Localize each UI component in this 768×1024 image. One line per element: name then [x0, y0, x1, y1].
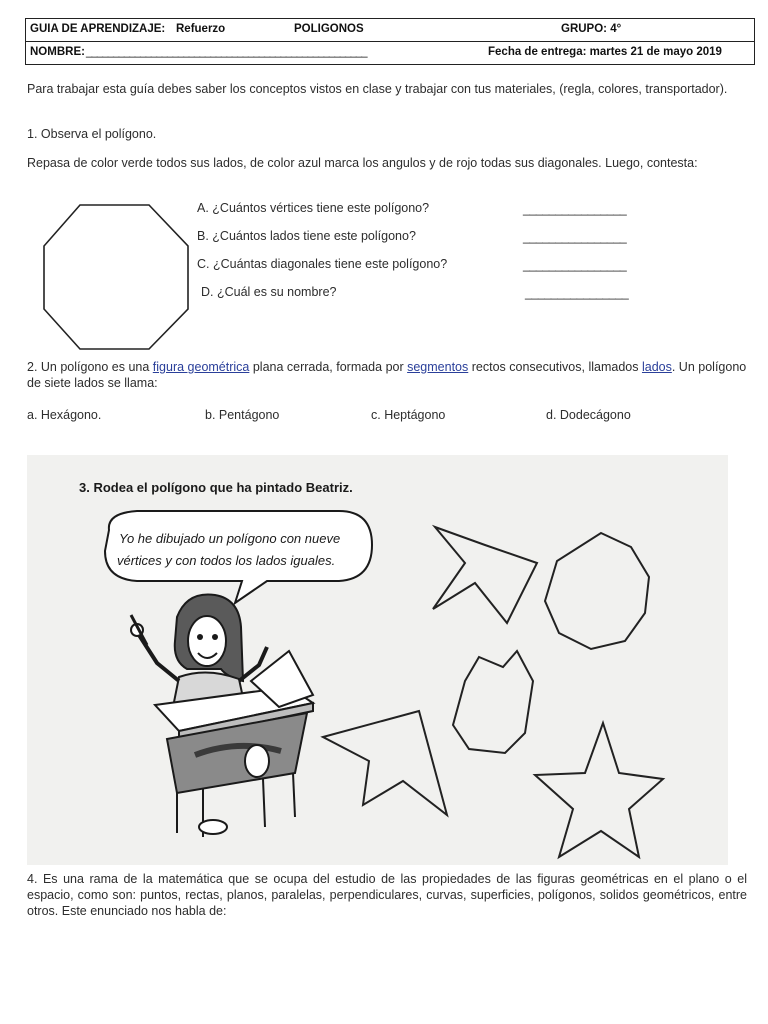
q1-blank-a[interactable]: ________________	[523, 202, 627, 216]
speech-line-2: vértices y con todos los lados iguales.	[117, 553, 336, 568]
q2-part-4: . Un polígono de siete lados se llama:	[27, 360, 747, 390]
q2-part-2: plana cerrada, formada por	[249, 360, 408, 374]
q1-blank-b[interactable]: ________________	[523, 230, 627, 244]
arrow-polygon-shape[interactable]	[323, 711, 447, 815]
nonagon-shape[interactable]	[545, 533, 649, 649]
star-shape[interactable]	[535, 723, 663, 857]
q3-title: 3. Rodea el polígono que ha pintado Beatriz.	[79, 480, 353, 495]
header-row-2	[26, 41, 754, 64]
link-figura-geometrica[interactable]: figura geométrica	[152, 360, 250, 374]
speech-line-1: Yo he dibujado un polígono con nueve	[119, 531, 341, 546]
nombre-line[interactable]: ____________________________________________________	[86, 46, 367, 58]
q2-text	[27, 359, 752, 391]
header-table	[25, 18, 755, 65]
guia-label: GUIA DE APRENDIZAJE:	[30, 23, 166, 35]
q1-item-d: D. ¿Cuál es su nombre?	[201, 285, 337, 299]
guia-value: Refuerzo	[176, 23, 226, 35]
speech-bubble	[105, 511, 372, 603]
fecha-entrega: Fecha de entrega: martes 21 de mayo 2019	[488, 46, 722, 58]
link-segmentos[interactable]: segmentos	[407, 360, 469, 374]
q3-drawing	[27, 455, 728, 865]
subject-title: POLIGONOS	[294, 23, 364, 35]
q1-item-a: A. ¿Cuántos vértices tiene este polígono?	[197, 201, 430, 215]
q2-part-3: rectos consecutivos, llamados	[468, 360, 642, 374]
q2-option-b[interactable]: b. Pentágono	[205, 408, 280, 422]
q2-option-d[interactable]: d. Dodecágono	[546, 408, 631, 422]
octagon-figure	[40, 200, 195, 355]
header-row-1	[26, 19, 754, 41]
q2-part-1: 2. Un polígono es una	[27, 360, 153, 374]
q2-option-a[interactable]: a. Hexágono.	[27, 408, 102, 422]
q1-item-c: C. ¿Cuántas diagonales tiene este polígono?	[197, 257, 448, 271]
grupo: GRUPO: 4°	[561, 23, 622, 35]
q1-blank-d[interactable]: ________________	[525, 286, 629, 300]
q2-option-c[interactable]: c. Heptágono	[371, 408, 446, 422]
irregular-polygon-shape[interactable]	[453, 651, 533, 753]
polygon-options	[323, 527, 663, 857]
girl-at-desk-illustration	[131, 594, 313, 837]
q1-blank-c[interactable]: ________________	[523, 258, 627, 272]
link-lados[interactable]: lados	[641, 360, 672, 374]
q1-instruction: Repasa de color verde todos sus lados, de color azul marca los angulos y de rojo todas sus diagonales. Luego, contesta:	[27, 156, 698, 170]
q3-illustration	[27, 455, 728, 865]
intro-text: Para trabajar esta guía debes saber los conceptos vistos en clase y trabajar con tus materiales, (regla, colores, transportador).	[27, 82, 728, 96]
q1-item-b: B. ¿Cuántos lados tiene este polígono?	[197, 229, 416, 243]
concave-pentagon-shape[interactable]	[433, 527, 537, 623]
q4-text: 4. Es una rama de la matemática que se ocupa del estudio de las propiedades de las figuras geométricas en el plano o el espacio, como son: puntos, rectas, planos, paralelas, perpendiculares, curvas, superficies, polígonos, solidos geométricos, entre otros. Este enunciado nos habla de:	[27, 872, 747, 918]
q1-title: 1. Observa el polígono.	[27, 127, 157, 141]
nombre-label: NOMBRE:	[30, 46, 85, 58]
